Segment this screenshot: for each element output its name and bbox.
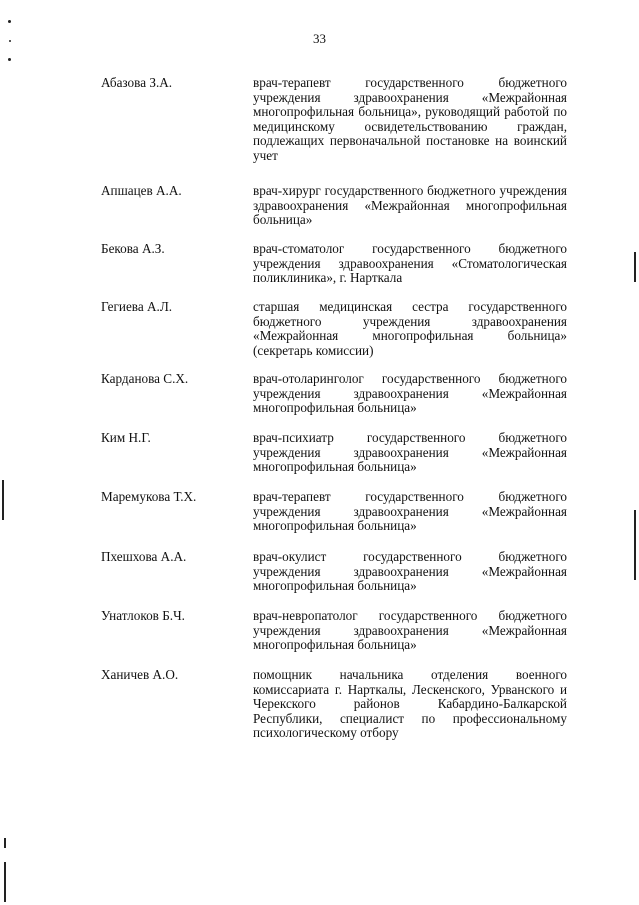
scan-mark [4,838,6,848]
member-row [101,609,567,668]
member-row [101,372,567,431]
member-name: Маремукова Т.Х. [101,489,197,504]
member-name: Унатлоков Б.Ч. [101,608,185,623]
scan-mark [2,480,4,520]
member-role: врач-окулист государственного бюджетного учреждения здравоохранения «Межрайонная многопрофильная больница» [253,549,567,594]
member-role: врач-терапевт государственного бюджетного учреждения здравоохранения «Межрайонная многопрофильная больница», руководящий работой по медицинскому освидетельствованию граждан, подлежащих первоначальной постановке на воинский учет [253,75,567,163]
member-role: врач-невропатолог государственного бюджетного учреждения здравоохранения «Межрайонная многопрофильная больница» [253,608,567,653]
member-row [101,550,567,609]
member-row [101,490,567,550]
member-name: Апшацев А.А. [101,183,182,198]
member-row [101,76,567,184]
member-name: Бекова А.З. [101,241,165,256]
member-row [101,242,567,300]
member-role: помощник начальника отделения военного комиссариата г. Нарткалы, Лескенского, Урванского и Черекского районов Кабардино-Балкарской Республики, специалист по профессиональному психологическому отбору [253,667,567,741]
member-role: врач-терапевт государственного бюджетного учреждения здравоохранения «Межрайонная многопрофильная больница» [253,489,567,534]
member-row [101,300,567,372]
scan-mark [8,20,11,23]
member-role: врач-отоларинголог государственного бюджетного учреждения здравоохранения «Межрайонная многопрофильная больница» [253,371,567,416]
member-name: Ким Н.Г. [101,430,151,445]
member-role: врач-стоматолог государственного бюджетного учреждения здравоохранения «Стоматологическая поликлиника», г. Нарткала [253,241,567,286]
member-role: врач-хирург государственного бюджетного учреждения здравоохранения «Межрайонная многопрофильная больница» [253,183,567,228]
member-name: Ханичев А.О. [101,667,179,682]
scan-mark [634,252,636,282]
member-role: врач-психиатр государственного бюджетного учреждения здравоохранения «Межрайонная многопрофильная больница» [253,430,567,475]
member-name: Пхешхова А.А. [101,549,187,564]
member-row [101,668,567,741]
page-number: 33 [313,31,326,46]
member-name: Гегиева А.Л. [101,299,173,314]
scan-mark [8,58,11,61]
member-role: старшая медицинская сестра государственного бюджетного учреждения здравоохранения «Межрайонная многопрофильная больница» (секретарь комиссии) [253,299,567,358]
member-row [101,184,567,242]
commission-members-list [101,76,567,741]
scan-mark [634,510,636,580]
scan-mark [4,862,6,902]
member-row [101,431,567,490]
member-name: Карданова С.Х. [101,371,189,386]
member-name: Абазова З.А. [101,75,173,90]
